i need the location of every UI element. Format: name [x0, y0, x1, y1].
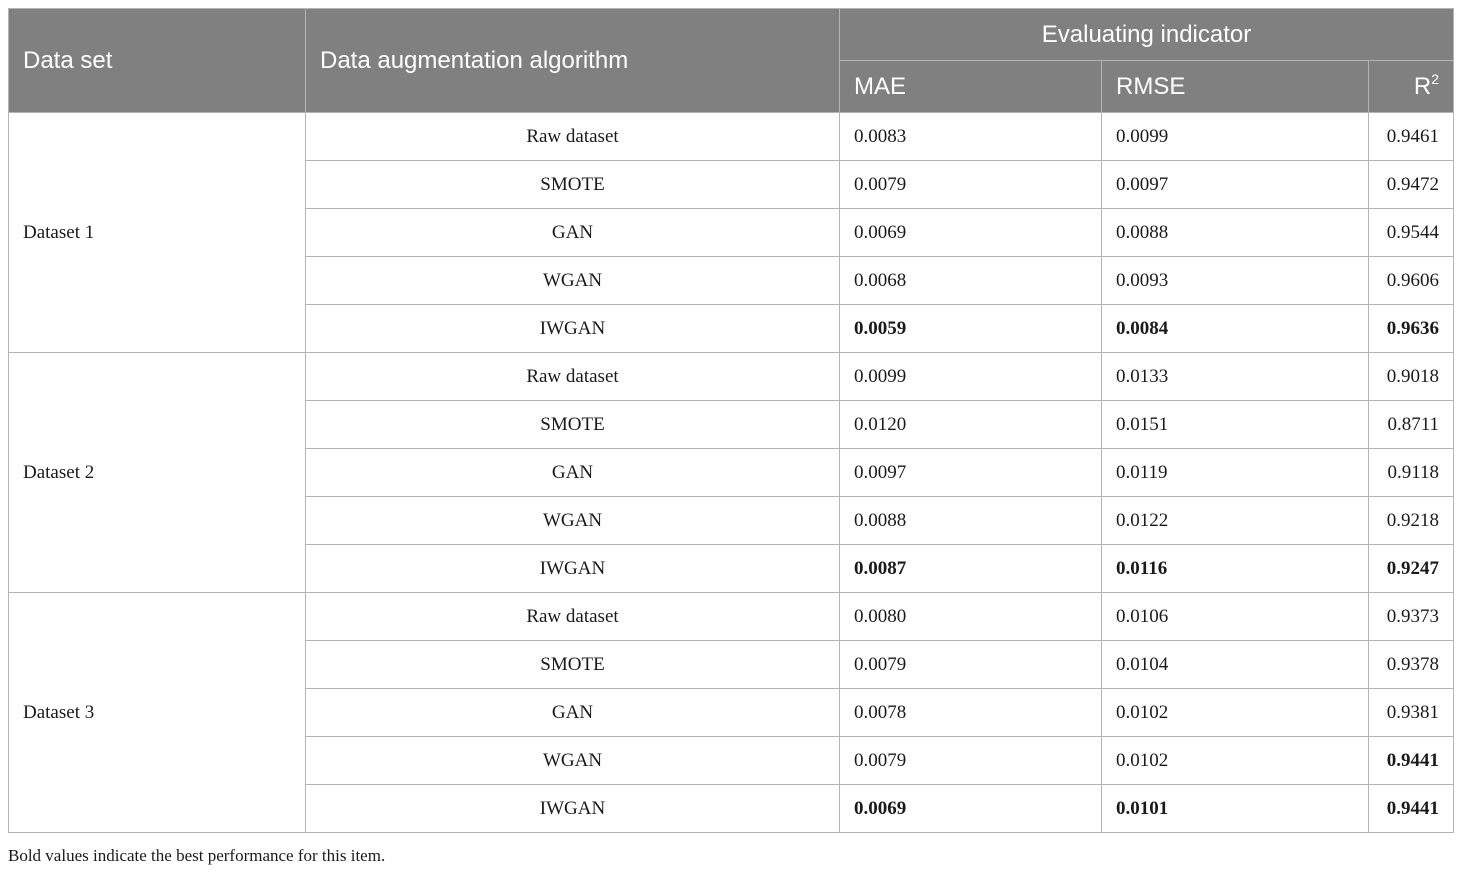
header-rmse: RMSE — [1102, 61, 1369, 113]
r2-cell: 0.9378 — [1369, 641, 1454, 689]
rmse-cell: 0.0119 — [1102, 449, 1369, 497]
dataset-name-cell: Dataset 1 — [9, 113, 306, 353]
algorithm-cell: SMOTE — [306, 161, 840, 209]
table-body — [9, 113, 1454, 833]
header-r2 — [1369, 61, 1454, 113]
rmse-cell: 0.0106 — [1102, 593, 1369, 641]
table-footnote: Bold values indicate the best performance for this item. — [8, 846, 386, 865]
mae-cell: 0.0097 — [840, 449, 1102, 497]
rmse-cell: 0.0084 — [1102, 305, 1369, 353]
algorithm-cell: GAN — [306, 209, 840, 257]
algorithm-cell: GAN — [306, 689, 840, 737]
mae-cell: 0.0079 — [840, 737, 1102, 785]
rmse-cell: 0.0099 — [1102, 113, 1369, 161]
rmse-cell: 0.0151 — [1102, 401, 1369, 449]
algorithm-cell: GAN — [306, 449, 840, 497]
algorithm-cell: Raw dataset — [306, 113, 840, 161]
rmse-cell: 0.0093 — [1102, 257, 1369, 305]
mae-cell: 0.0083 — [840, 113, 1102, 161]
rmse-cell: 0.0102 — [1102, 689, 1369, 737]
r2-cell: 0.9018 — [1369, 353, 1454, 401]
mae-cell: 0.0079 — [840, 641, 1102, 689]
algorithm-cell: Raw dataset — [306, 593, 840, 641]
mae-cell: 0.0078 — [840, 689, 1102, 737]
header-mae: MAE — [840, 61, 1102, 113]
r2-cell: 0.9247 — [1369, 545, 1454, 593]
mae-cell: 0.0120 — [840, 401, 1102, 449]
mae-cell: 0.0080 — [840, 593, 1102, 641]
algorithm-cell: IWGAN — [306, 545, 840, 593]
algorithm-cell: Raw dataset — [306, 353, 840, 401]
table-row — [9, 113, 1454, 161]
algorithm-cell: IWGAN — [306, 305, 840, 353]
mae-cell: 0.0069 — [840, 785, 1102, 833]
header-r2-base: R — [1413, 72, 1432, 100]
mae-cell: 0.0099 — [840, 353, 1102, 401]
algorithm-cell: WGAN — [306, 497, 840, 545]
r2-cell: 0.9218 — [1369, 497, 1454, 545]
r2-cell: 0.9441 — [1369, 785, 1454, 833]
r2-cell: 0.9381 — [1369, 689, 1454, 737]
r2-cell: 0.9373 — [1369, 593, 1454, 641]
table-row — [9, 593, 1454, 641]
rmse-cell: 0.0133 — [1102, 353, 1369, 401]
table-header — [9, 9, 1454, 113]
mae-cell: 0.0068 — [840, 257, 1102, 305]
rmse-cell: 0.0116 — [1102, 545, 1369, 593]
header-dataset: Data set — [9, 9, 306, 113]
algorithm-cell: SMOTE — [306, 641, 840, 689]
rmse-cell: 0.0102 — [1102, 737, 1369, 785]
r2-cell: 0.9472 — [1369, 161, 1454, 209]
mae-cell: 0.0079 — [840, 161, 1102, 209]
mae-cell: 0.0087 — [840, 545, 1102, 593]
r2-cell: 0.9544 — [1369, 209, 1454, 257]
results-table — [8, 8, 1454, 833]
rmse-cell: 0.0101 — [1102, 785, 1369, 833]
rmse-cell: 0.0097 — [1102, 161, 1369, 209]
header-evaluating-indicator: Evaluating indicator — [840, 9, 1454, 61]
header-algorithm: Data augmentation algorithm — [306, 9, 840, 113]
mae-cell: 0.0059 — [840, 305, 1102, 353]
rmse-cell: 0.0104 — [1102, 641, 1369, 689]
table-row — [9, 353, 1454, 401]
header-r2-superscript: 2 — [1431, 70, 1440, 87]
mae-cell: 0.0088 — [840, 497, 1102, 545]
r2-cell: 0.9461 — [1369, 113, 1454, 161]
r2-cell: 0.9636 — [1369, 305, 1454, 353]
r2-cell: 0.9118 — [1369, 449, 1454, 497]
algorithm-cell: SMOTE — [306, 401, 840, 449]
rmse-cell: 0.0122 — [1102, 497, 1369, 545]
algorithm-cell: IWGAN — [306, 785, 840, 833]
mae-cell: 0.0069 — [840, 209, 1102, 257]
results-table-container — [8, 8, 1453, 833]
r2-cell: 0.8711 — [1369, 401, 1454, 449]
dataset-name-cell: Dataset 2 — [9, 353, 306, 593]
dataset-name-cell: Dataset 3 — [9, 593, 306, 833]
algorithm-cell: WGAN — [306, 737, 840, 785]
r2-cell: 0.9606 — [1369, 257, 1454, 305]
algorithm-cell: WGAN — [306, 257, 840, 305]
r2-cell: 0.9441 — [1369, 737, 1454, 785]
rmse-cell: 0.0088 — [1102, 209, 1369, 257]
